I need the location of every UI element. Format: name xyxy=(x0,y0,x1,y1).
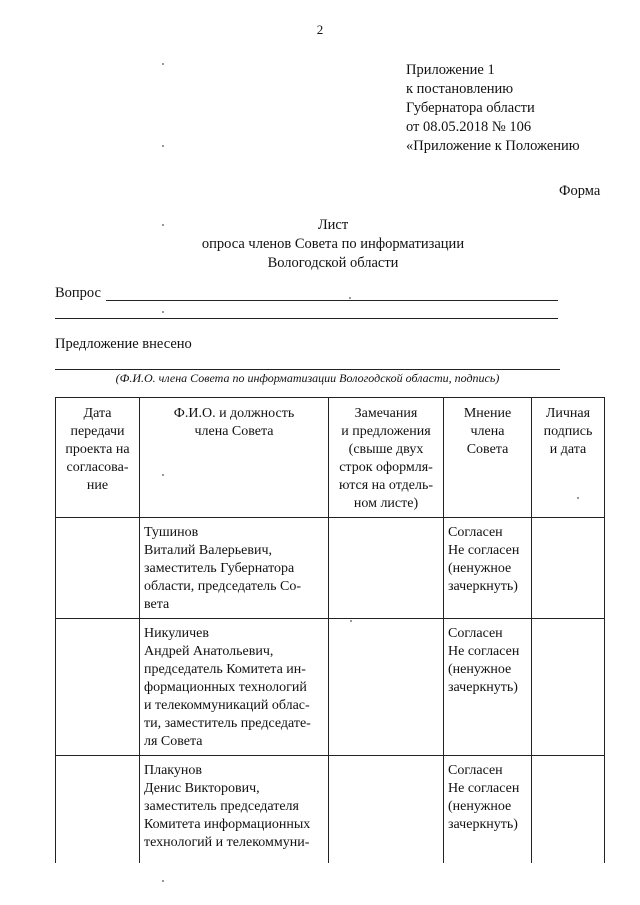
scan-speck xyxy=(162,880,164,882)
proposal-signature-line xyxy=(55,369,560,370)
opinion-cell[interactable]: Согласен Не согласен (ненужное зачеркнуть) xyxy=(444,518,532,619)
proposal-label: Предложение внесено xyxy=(55,336,192,352)
remarks-cell[interactable] xyxy=(329,756,444,864)
signature-cell[interactable] xyxy=(532,518,605,619)
title-line: Лист xyxy=(317,217,349,233)
appendix-line: Приложение 1 xyxy=(406,62,495,78)
scan-speck xyxy=(350,620,352,622)
scan-speck xyxy=(162,474,164,476)
member-cell: Никуличев Андрей Анатольевич, председатель Комитета ин- формационных технологий и телекоммуникаций облас- ти, заместитель председате- ля Совета xyxy=(140,619,329,756)
remarks-cell[interactable] xyxy=(329,518,444,619)
member-cell: Тушинов Виталий Валерьевич, заместитель Губернатора области, председатель Со- вета xyxy=(140,518,329,619)
header-signature: Личная подпись и дата xyxy=(532,398,605,518)
member-cell: Плакунов Денис Викторович, заместитель председателя Комитета информационных технологий и телекоммуни- xyxy=(140,756,329,864)
question-answer-line-2 xyxy=(55,318,558,319)
date-cell[interactable] xyxy=(56,619,140,756)
scan-speck xyxy=(162,311,164,313)
table-header-row xyxy=(56,398,605,518)
scan-speck xyxy=(577,497,579,499)
date-cell[interactable] xyxy=(56,756,140,864)
appendix-header xyxy=(406,61,580,156)
table-row xyxy=(56,756,605,864)
appendix-line: Губернатора области xyxy=(406,100,535,116)
signature-caption: (Ф.И.О. члена Совета по информатизации Вологодской области, подпись) xyxy=(115,371,500,385)
title-line: опроса членов Совета по информатизации xyxy=(201,236,465,252)
appendix-line: от 08.05.2018 № 106 xyxy=(406,119,532,135)
date-cell[interactable] xyxy=(56,518,140,619)
members-survey-table xyxy=(55,397,605,863)
appendix-line: к постановлению xyxy=(406,81,514,97)
scan-speck xyxy=(162,145,164,147)
page-number: 2 xyxy=(316,22,324,37)
document-title xyxy=(133,216,533,273)
header-transfer-date: Дата передачи проекта на согласова- ние xyxy=(56,398,140,518)
scan-speck xyxy=(162,224,164,226)
header-member-name: Ф.И.О. и должность члена Совета xyxy=(140,398,329,518)
appendix-line: «Приложение к Положению xyxy=(406,138,580,154)
table-row xyxy=(56,518,605,619)
signature-cell[interactable] xyxy=(532,619,605,756)
question-label: Вопрос xyxy=(55,285,101,301)
scan-speck xyxy=(349,297,351,299)
header-opinion: Мнение члена Совета xyxy=(444,398,532,518)
remarks-cell[interactable] xyxy=(329,619,444,756)
form-label: Форма xyxy=(559,183,601,199)
scan-speck xyxy=(162,63,164,65)
signature-cell[interactable] xyxy=(532,756,605,864)
header-remarks: Замечания и предложения (свыше двух строк оформля- ются на отдель- ном листе) xyxy=(329,398,444,518)
question-answer-line-1 xyxy=(106,300,558,301)
opinion-cell[interactable]: Согласен Не согласен (ненужное зачеркнуть) xyxy=(444,619,532,756)
opinion-cell[interactable]: Согласен Не согласен (ненужное зачеркнуть) xyxy=(444,756,532,864)
table-row xyxy=(56,619,605,756)
title-line: Вологодской области xyxy=(267,255,399,271)
